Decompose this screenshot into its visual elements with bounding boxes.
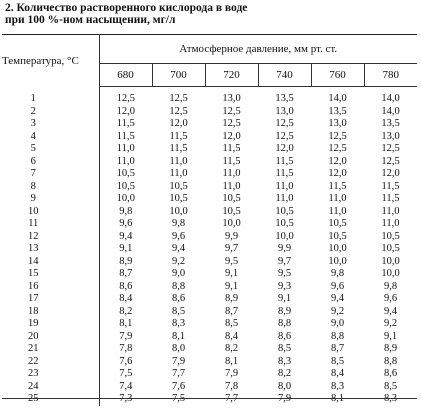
temperature-cell: 13	[2, 243, 99, 256]
value-cell: 8,9	[383, 343, 398, 354]
value-cell: 7,6	[119, 355, 133, 367]
value-cell: 9,5	[224, 255, 239, 267]
value-cell: 9,6	[119, 218, 133, 229]
value-cell: 12,5	[328, 143, 347, 154]
value-cell: 9,6	[171, 230, 186, 242]
value-cell: 7,5	[119, 368, 133, 379]
value-cell: 13,0	[381, 130, 400, 142]
value-cell: 8,2	[224, 343, 239, 354]
value-cell: 9,2	[171, 255, 186, 267]
value-cell: 10,0	[222, 218, 241, 229]
value-cell: 8,4	[224, 330, 239, 342]
table-row	[2, 318, 417, 331]
temperature-cell: 11	[2, 218, 99, 231]
value-cell: 8,2	[277, 368, 292, 379]
value-cell: 12,0	[328, 168, 347, 179]
temperature-cell: 8	[2, 181, 99, 194]
value-cell: 10,5	[222, 193, 241, 204]
value-cell: 11,0	[222, 180, 241, 192]
value-cell: 9,2	[330, 305, 345, 317]
value-cell: 12,0	[169, 118, 188, 129]
value-cell: 10,5	[328, 218, 347, 229]
pressure-header: 780	[364, 64, 417, 87]
value-cell: 8,5	[330, 355, 345, 367]
value-cell: 9,8	[171, 218, 186, 229]
value-cell: 9,9	[224, 230, 239, 242]
value-cell: 11,5	[169, 143, 188, 154]
value-cell: 9,1	[119, 243, 133, 254]
value-cell: 8,7	[330, 343, 345, 354]
pressure-header: 740	[258, 64, 311, 87]
value-cell: 13,0	[275, 105, 294, 117]
value-cell: 11,0	[275, 193, 294, 204]
table-body	[2, 87, 417, 406]
value-cell: 12,5	[222, 105, 241, 117]
value-cell: 9,8	[119, 205, 133, 217]
value-cell: 11,5	[328, 180, 347, 192]
value-cell: 7,8	[119, 343, 133, 354]
value-cell: 12,0	[275, 143, 294, 154]
pressure-header: 760	[311, 64, 364, 87]
table-row	[2, 143, 417, 156]
value-cell: 14,0	[381, 105, 400, 117]
table-row	[2, 206, 417, 219]
value-cell: 11,0	[381, 205, 400, 217]
table-row	[2, 281, 417, 294]
value-cell: 8,5	[383, 380, 398, 392]
value-cell: 11,0	[381, 218, 400, 229]
temperature-cell: 18	[2, 306, 99, 319]
value-cell: 7,9	[224, 368, 239, 379]
value-cell: 8,5	[224, 318, 239, 329]
value-cell: 8,8	[330, 330, 345, 342]
value-cell: 9,8	[383, 280, 398, 292]
table-row	[2, 193, 417, 206]
value-cell: 12,0	[328, 155, 347, 167]
value-cell: 12,5	[275, 130, 294, 142]
value-cell: 9,9	[277, 243, 292, 254]
value-cell: 9,6	[383, 293, 398, 304]
title-line-1: 2. Количество растворенного кислорода в воде	[5, 2, 248, 14]
temperature-cell: 24	[2, 381, 99, 394]
value-cell: 10,5	[275, 218, 294, 229]
value-cell: 12,5	[328, 130, 347, 142]
value-cell: 11,5	[222, 143, 241, 154]
value-cell: 9,0	[171, 268, 186, 279]
temperature-cell: 20	[2, 331, 99, 344]
table-row	[2, 381, 417, 394]
value-cell: 8,1	[224, 355, 239, 367]
value-cell: 9,8	[330, 268, 345, 279]
temperature-cell: 19	[2, 318, 99, 331]
table-row	[2, 306, 417, 319]
value-cell: 11,5	[116, 130, 135, 142]
value-cell: 8,3	[330, 380, 345, 392]
value-cell: 9,4	[119, 230, 133, 242]
table-row	[2, 156, 417, 169]
value-cell: 11,5	[275, 155, 294, 167]
value-cell: 7,9	[119, 330, 133, 342]
value-cell: 11,0	[116, 155, 135, 167]
value-cell: 10,5	[222, 205, 241, 217]
value-cell: 12,0	[222, 130, 241, 142]
value-cell: 8,0	[277, 380, 292, 392]
value-cell: 8,5	[277, 343, 292, 354]
temperature-cell: 5	[2, 143, 99, 156]
value-cell: 11,5	[381, 193, 400, 204]
temperature-cell: 16	[2, 281, 99, 294]
value-cell: 9,1	[277, 293, 292, 304]
value-cell: 9,4	[171, 243, 186, 254]
value-cell: 10,5	[169, 193, 188, 204]
value-cell: 8,9	[119, 255, 133, 267]
value-cell: 7,4	[119, 380, 133, 392]
temperature-cell: 4	[2, 131, 99, 144]
temperature-cell: 10	[2, 206, 99, 219]
value-cell: 14,0	[328, 93, 347, 104]
value-cell: 8,1	[119, 318, 133, 329]
value-cell: 11,5	[169, 130, 188, 142]
pressure-header: 680	[99, 64, 152, 87]
value-cell: 8,8	[171, 280, 186, 292]
value-cell: 11,5	[116, 118, 135, 129]
title-line-2: при 100 %-ном насыщении, мг/л	[5, 14, 176, 26]
table-row	[2, 168, 417, 181]
value-cell: 13,0	[222, 93, 241, 104]
value-cell: 8,1	[330, 393, 345, 404]
temperature-cell: 22	[2, 356, 99, 369]
value-cell: 11,5	[381, 180, 400, 192]
value-cell: 9,4	[383, 305, 398, 317]
temperature-cell: 17	[2, 293, 99, 306]
table-row	[2, 331, 417, 344]
value-cell: 12,5	[381, 155, 400, 167]
temperature-cell: 23	[2, 368, 99, 381]
table-row	[2, 218, 417, 231]
temperature-cell: 9	[2, 193, 99, 206]
value-cell: 10,5	[381, 243, 400, 254]
temperature-cell: 15	[2, 268, 99, 281]
temperature-cell: 14	[2, 256, 99, 269]
pressure-group-header: Атмосферное давление, мм рт. ст.	[99, 35, 417, 64]
value-cell: 13,5	[275, 93, 294, 104]
value-cell: 12,5	[169, 93, 188, 104]
bottom-rule	[2, 398, 417, 399]
value-cell: 7,9	[277, 393, 292, 404]
value-cell: 10,5	[116, 168, 135, 179]
value-cell: 9,1	[383, 330, 398, 342]
value-cell: 10,5	[275, 205, 294, 217]
value-cell: 12,5	[381, 143, 400, 154]
temperature-cell: 12	[2, 231, 99, 244]
temperature-cell: 7	[2, 168, 99, 181]
value-cell: 7,9	[171, 355, 186, 367]
value-cell: 8,0	[171, 343, 186, 354]
value-cell: 13,0	[328, 118, 347, 129]
value-cell: 11,0	[328, 193, 347, 204]
value-cell: 9,1	[224, 280, 239, 292]
value-cell: 10,0	[116, 193, 135, 204]
value-cell: 8,7	[224, 305, 239, 317]
value-cell: 10,0	[381, 255, 400, 267]
value-cell: 8,8	[277, 318, 292, 329]
value-cell: 8,6	[171, 293, 186, 304]
table-row	[2, 131, 417, 144]
value-cell: 9,7	[224, 243, 239, 254]
value-cell: 11,0	[328, 205, 347, 217]
value-cell: 12,5	[275, 118, 294, 129]
value-cell: 13,5	[381, 118, 400, 129]
table-row	[2, 118, 417, 131]
value-cell: 14,0	[381, 93, 400, 104]
table-row	[2, 293, 417, 306]
value-cell: 12,0	[116, 105, 135, 117]
value-cell: 8,6	[119, 280, 133, 292]
value-cell: 11,5	[222, 155, 241, 167]
value-cell: 10,0	[328, 243, 347, 254]
value-cell: 10,0	[381, 268, 400, 279]
value-cell: 8,2	[119, 305, 133, 317]
value-cell: 9,0	[330, 318, 345, 329]
value-cell: 8,6	[277, 330, 292, 342]
value-cell: 9,2	[383, 318, 398, 329]
value-cell: 12,0	[381, 168, 400, 179]
value-cell: 9,4	[330, 293, 345, 304]
value-cell: 10,0	[169, 205, 188, 217]
document-title	[5, 2, 247, 26]
value-cell: 10,0	[328, 255, 347, 267]
table-row	[2, 243, 417, 256]
value-cell: 11,5	[275, 168, 294, 179]
value-cell: 9,3	[277, 280, 292, 292]
value-cell: 8,5	[171, 305, 186, 317]
value-cell: 11,0	[222, 168, 241, 179]
oxygen-table	[2, 34, 417, 406]
temperature-cell: 21	[2, 343, 99, 356]
value-cell: 8,7	[119, 268, 133, 279]
value-cell: 9,1	[224, 268, 239, 279]
table-row	[2, 393, 417, 406]
value-cell: 8,3	[383, 393, 398, 404]
temperature-cell: 2	[2, 106, 99, 119]
value-cell: 8,4	[119, 293, 133, 304]
table-row	[2, 268, 417, 281]
value-cell: 10,5	[381, 230, 400, 242]
value-cell: 7,5	[171, 393, 186, 404]
value-cell: 10,0	[275, 230, 294, 242]
table-row	[2, 231, 417, 244]
value-cell: 8,6	[383, 368, 398, 379]
value-cell: 12,5	[116, 93, 135, 104]
value-cell: 13,5	[328, 105, 347, 117]
value-cell: 7,7	[224, 393, 239, 404]
value-cell: 10,5	[328, 230, 347, 242]
temperature-cell: 25	[2, 393, 99, 406]
temperature-cell: 1	[2, 87, 99, 106]
value-cell: 11,0	[275, 180, 294, 192]
value-cell: 9,7	[277, 255, 292, 267]
value-cell: 11,0	[169, 155, 188, 167]
table-row	[2, 343, 417, 356]
value-cell: 8,1	[171, 330, 186, 342]
temperature-cell: 6	[2, 156, 99, 169]
value-cell: 8,8	[383, 355, 398, 367]
value-cell: 8,9	[224, 293, 239, 304]
table-row	[2, 87, 417, 106]
value-cell: 11,0	[169, 168, 188, 179]
value-cell: 7,7	[171, 368, 186, 379]
table-row	[2, 181, 417, 194]
table-row	[2, 106, 417, 119]
value-cell: 12,5	[169, 105, 188, 117]
value-cell: 8,3	[171, 318, 186, 329]
value-cell: 7,8	[224, 380, 239, 392]
value-cell: 9,5	[277, 268, 292, 279]
value-cell: 8,3	[277, 355, 292, 367]
temperature-header: Температура, °С	[2, 35, 99, 87]
value-cell: 7,3	[119, 393, 133, 404]
table-row	[2, 256, 417, 269]
value-cell: 8,4	[330, 368, 345, 379]
value-cell: 10,5	[169, 180, 188, 192]
value-cell: 11,0	[116, 143, 135, 154]
value-cell: 12,5	[222, 118, 241, 129]
pressure-header: 700	[152, 64, 205, 87]
value-cell: 10,5	[116, 180, 135, 192]
temperature-cell: 3	[2, 118, 99, 131]
value-cell: 8,9	[277, 305, 292, 317]
value-cell: 9,6	[330, 280, 345, 292]
value-cell: 7,6	[171, 380, 186, 392]
pressure-header: 720	[205, 64, 258, 87]
table-row	[2, 368, 417, 381]
table-row	[2, 356, 417, 369]
